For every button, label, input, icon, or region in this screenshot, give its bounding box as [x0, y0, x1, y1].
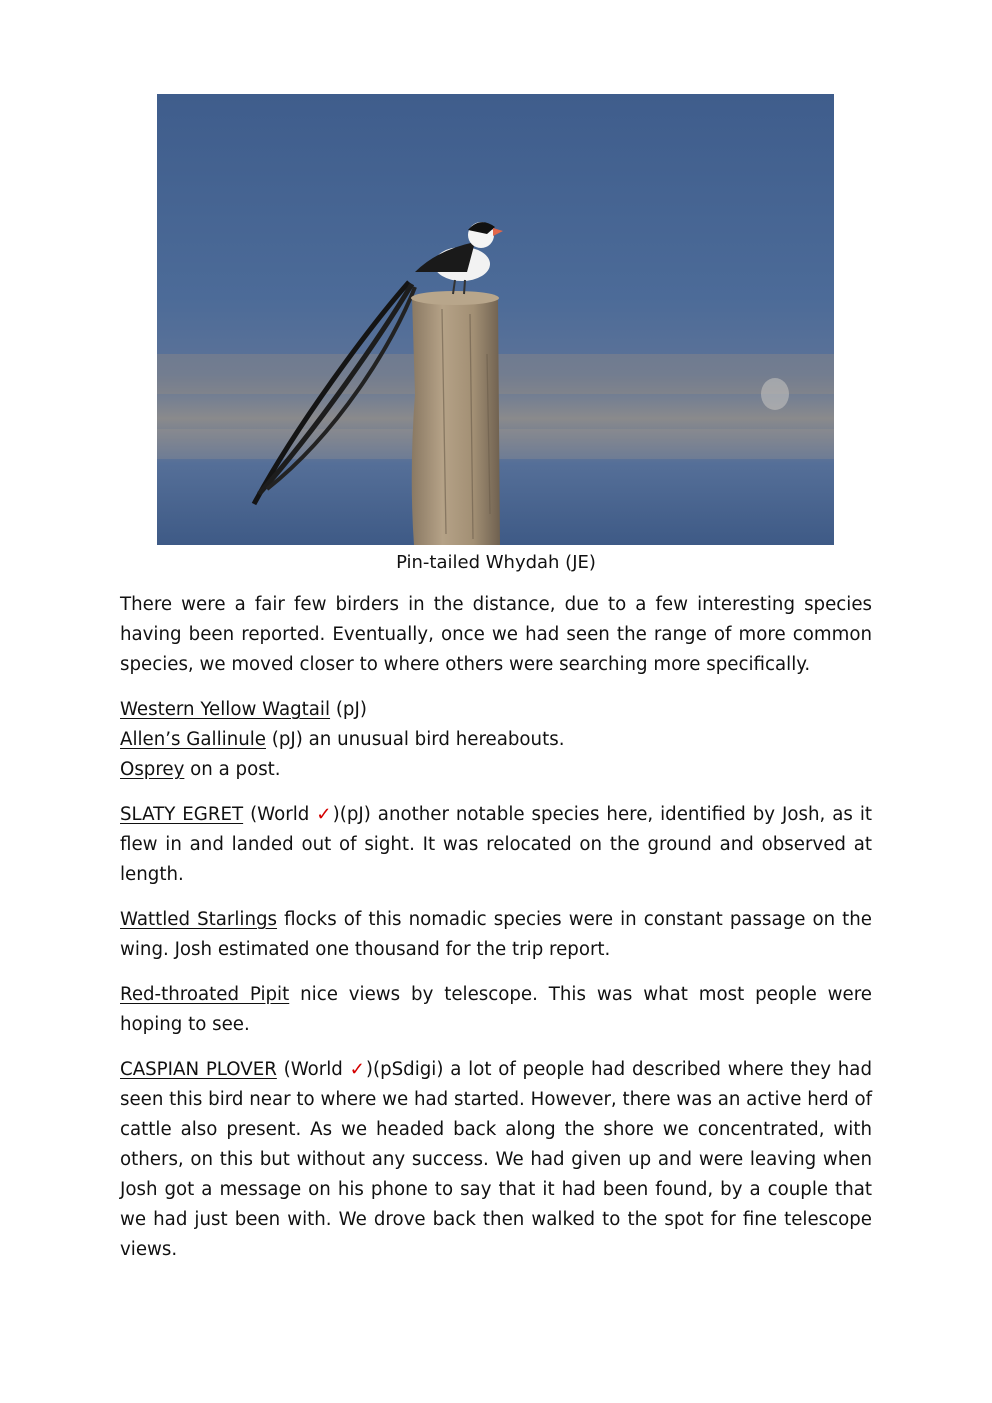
sighting-note: on a post.: [184, 759, 281, 780]
article-body: [120, 590, 872, 1280]
slaty-egret-paragraph: [120, 800, 872, 890]
sighting-line: [120, 729, 564, 750]
world-label: (World: [276, 1059, 350, 1080]
pin-tailed-whydah-photo: [157, 94, 834, 545]
species-name: Red-throated Pipit: [120, 984, 290, 1005]
sighting-line: [120, 759, 281, 780]
tick-icon: ✓: [316, 804, 333, 825]
tick-icon: ✓: [349, 1059, 366, 1080]
species-name: Allen’s Gallinule: [120, 729, 266, 750]
red-throated-pipit-paragraph: [120, 980, 872, 1040]
caspian-plover-paragraph: [120, 1055, 872, 1265]
photo-caption: Pin-tailed Whydah (JE): [396, 552, 596, 573]
sightings-list: [120, 695, 872, 785]
sighting-note: (pJ) an unusual bird hereabouts.: [266, 729, 565, 750]
species-name: Wattled Starlings: [120, 909, 278, 930]
paragraph-text: nice views by telescope. This was what most people were hoping to see.: [120, 984, 872, 1035]
species-name: Western Yellow Wagtail: [120, 699, 331, 720]
sighting-note: (pJ): [330, 699, 367, 720]
intro-paragraph: There were a fair few birders in the distance, due to a few interesting species having been reported. Eventually, once we had seen the range of more common species, we moved closer to where others were searching more specifically.: [120, 594, 872, 675]
world-label: (World: [243, 804, 317, 825]
paragraph-text: flocks of this nomadic species were in constant passage on the wing. Josh estimated one thousand for the trip report.: [120, 909, 872, 960]
paragraph-text: )(pJ) another notable species here, identified by Josh, as it flew in and landed out of sight. It was relocated on the ground and observed at length.: [120, 804, 873, 885]
species-name: Osprey: [120, 759, 185, 780]
sighting-line: [120, 699, 367, 720]
species-name: SLATY EGRET: [120, 804, 244, 825]
species-name: CASPIAN PLOVER: [120, 1059, 277, 1080]
paragraph-text: )(pSdigi) a lot of people had described where they had seen this bird near to where we had started. However, there was an active herd of cattle also present. As we headed back along the shore we concentrated, with others, on this but without any success. We had given up and were leaving when Josh got a message on his phone to say that it had been found, by a couple that we had just been with. We drove back then walked to the spot for fine telescope views.: [120, 1059, 872, 1260]
wattled-starlings-paragraph: [120, 905, 872, 965]
